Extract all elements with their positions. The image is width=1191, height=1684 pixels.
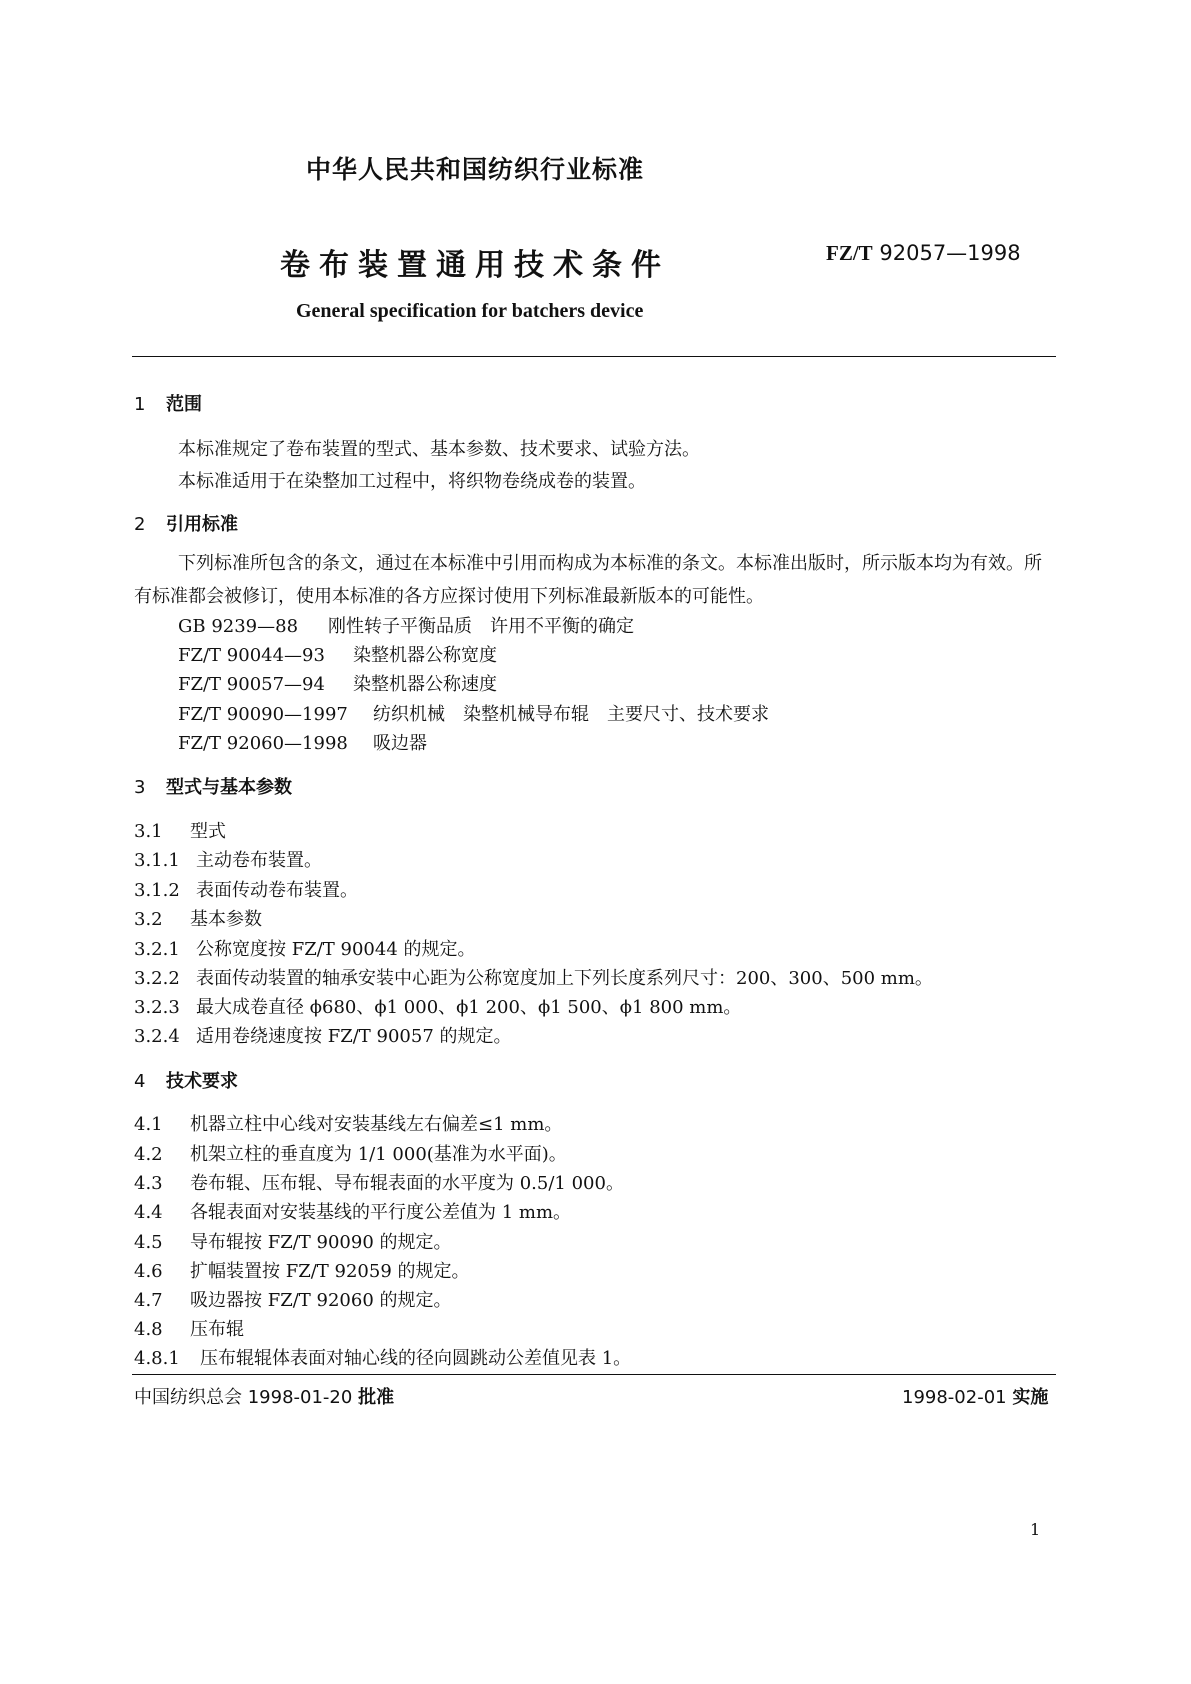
clause	[134, 1110, 562, 1136]
clause-number: 4.6	[134, 1261, 163, 1282]
reference-item	[178, 612, 634, 638]
clause	[134, 1344, 631, 1370]
section-3-heading	[134, 773, 292, 799]
reference-title: 纺织机械 染整机械导布辊 主要尺寸、技术要求	[373, 704, 769, 725]
clause-text: 机架立柱的垂直度为 1/1 000(基准为水平面)。	[190, 1144, 567, 1165]
clause-text: 卷布辊、压布辊、导布辊表面的水平度为 0.5/1 000。	[190, 1173, 624, 1194]
paragraph-text: 下列标准所包含的条文，通过在本标准中引用而构成为本标准的条文。本标准出版时，所示版本均为有效。所有标准都会被修订，使用本标准的各方应探讨使用下列标准最新版本的可能性。	[134, 553, 1042, 607]
reference-title: 吸边器	[373, 733, 427, 754]
page-number: 1	[1030, 1520, 1041, 1539]
reference-code: GB 9239—88	[178, 616, 299, 637]
clause-number: 4.1	[134, 1114, 163, 1135]
standard-code-prefix: FZ/T	[826, 241, 873, 265]
clause	[134, 1022, 512, 1048]
clause-text: 表面传动卷布装置。	[196, 880, 358, 901]
clause-number: 4.7	[134, 1290, 163, 1311]
clause-text: 适用卷绕速度按 FZ/T 90057 的规定。	[196, 1026, 512, 1047]
approval-date: 中国纺织总会 1998-01-20	[134, 1387, 353, 1408]
clause-number: 3.2.4	[134, 1026, 180, 1047]
effective-date: 1998-02-01	[902, 1387, 1007, 1408]
reference-code: FZ/T 90090—1997	[178, 704, 348, 725]
reference-code: FZ/T 92060—1998	[178, 733, 348, 754]
clause-text: 主动卷布装置。	[196, 850, 322, 871]
reference-code: FZ/T 90057—94	[178, 674, 325, 695]
section-1-heading	[134, 390, 202, 416]
section-4-heading	[134, 1067, 238, 1093]
clause-text: 导布辊按 FZ/T 90090 的规定。	[190, 1232, 452, 1253]
clause	[134, 1286, 452, 1312]
paragraph: 本标准适用于在染整加工过程中，将织物卷绕成卷的装置。	[178, 471, 646, 492]
clause-number: 3.2.1	[134, 939, 180, 960]
clause-number: 4.3	[134, 1173, 163, 1194]
clause-text: 机器立柱中心线对安装基线左右偏差≤1 mm。	[190, 1114, 563, 1135]
clause-number: 3.2	[134, 909, 163, 930]
clause-number: 4.8	[134, 1319, 163, 1340]
standard-code	[826, 241, 1021, 266]
clause	[134, 1169, 624, 1195]
standard-code-number: 92057—1998	[879, 241, 1021, 265]
clause	[134, 1228, 452, 1254]
reference-title: 染整机器公称宽度	[353, 645, 497, 666]
standard-org-title: 中华人民共和国纺织行业标准	[306, 155, 645, 184]
clause-text: 型式	[190, 821, 226, 842]
section-title: 引用标准	[166, 514, 238, 535]
clause-text: 扩幅装置按 FZ/T 92059 的规定。	[190, 1261, 470, 1282]
clause-text: 表面传动装置的轴承安装中心距为公称宽度加上下列长度系列尺寸：200、300、500 mm。	[196, 968, 933, 989]
clause	[134, 817, 226, 843]
section-number: 3	[134, 777, 146, 798]
clause-number: 4.5	[134, 1232, 163, 1253]
clause	[134, 846, 322, 872]
section-title: 型式与基本参数	[166, 777, 292, 798]
clause	[134, 1140, 567, 1166]
clause-number: 4.4	[134, 1202, 163, 1223]
document-title: 卷布装置通用技术条件	[280, 248, 670, 283]
clause	[134, 1257, 470, 1283]
section-title: 技术要求	[166, 1071, 238, 1092]
approval-line	[134, 1383, 394, 1409]
clause	[134, 964, 933, 990]
clause-number: 4.8.1	[134, 1348, 180, 1369]
clause-number: 4.2	[134, 1144, 163, 1165]
clause-number: 3.1.2	[134, 880, 180, 901]
effective-line	[902, 1383, 1048, 1409]
section-title: 范围	[166, 394, 202, 415]
clause	[134, 1315, 244, 1341]
clause	[134, 876, 358, 902]
clause-text: 公称宽度按 FZ/T 90044 的规定。	[196, 939, 476, 960]
clause-number: 3.2.2	[134, 968, 180, 989]
reference-item	[178, 729, 427, 755]
reference-title: 染整机器公称速度	[353, 674, 497, 695]
section-2-heading	[134, 510, 238, 536]
reference-code: FZ/T 90044—93	[178, 645, 325, 666]
clause-text: 压布辊辊体表面对轴心线的径向圆跳动公差值见表 1。	[200, 1348, 632, 1369]
effective-label: 实施	[1012, 1387, 1049, 1408]
clause-number: 3.1	[134, 821, 163, 842]
paragraph-intro	[134, 547, 1054, 613]
footer-divider	[132, 1374, 1056, 1375]
section-number: 1	[134, 394, 146, 415]
document-title-english: General specification for batchers device	[296, 300, 644, 322]
clause	[134, 1198, 571, 1224]
paragraph: 本标准规定了卷布装置的型式、基本参数、技术要求、试验方法。	[178, 439, 700, 460]
clause	[134, 993, 741, 1019]
reference-item	[178, 670, 497, 696]
clause-number: 3.1.1	[134, 850, 180, 871]
reference-item	[178, 641, 497, 667]
clause-text: 最大成卷直径 ϕ680、ϕ1 000、ϕ1 200、ϕ1 500、ϕ1 800 mm。	[196, 997, 742, 1018]
approval-label: 批准	[358, 1387, 395, 1408]
clause-text: 基本参数	[190, 909, 262, 930]
clause-text: 各辊表面对安装基线的平行度公差值为 1 mm。	[190, 1202, 572, 1223]
reference-title: 刚性转子平衡品质 许用不平衡的确定	[328, 616, 634, 637]
clause-text: 吸边器按 FZ/T 92060 的规定。	[190, 1290, 452, 1311]
reference-item	[178, 700, 769, 726]
clause-text: 压布辊	[190, 1319, 244, 1340]
clause	[134, 905, 262, 931]
section-number: 4	[134, 1071, 146, 1092]
header-divider	[132, 356, 1056, 357]
clause-number: 3.2.3	[134, 997, 180, 1018]
section-number: 2	[134, 514, 146, 535]
clause	[134, 935, 476, 961]
